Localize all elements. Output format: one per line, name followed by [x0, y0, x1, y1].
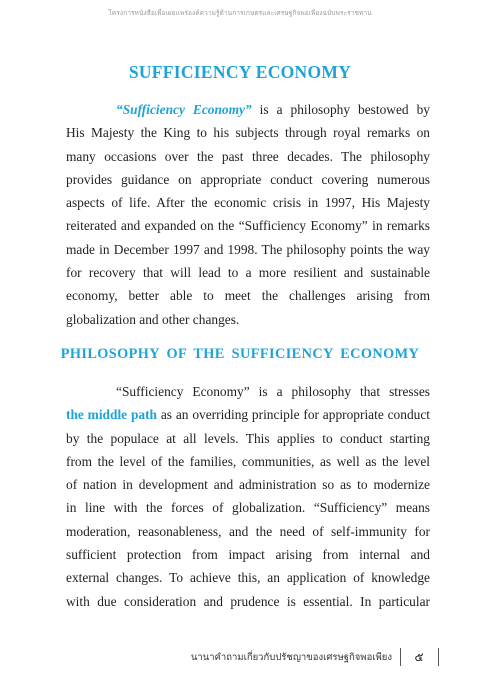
running-header: โครงการหนังสือเพื่อเผยแพร่องค์ความรู้ด้านการเกษตรและเศรษฐกิจพอเพียงฉบับพระราชทาน — [108, 9, 372, 17]
paragraph-line: provides guidance on appropriate conduct covering numerous — [66, 171, 430, 187]
footer-book-title: นานาคำถามเกี่ยวกับปรัชญาของเศรษฐกิจพอเพียง — [190, 652, 392, 663]
paragraph-line: sufficient protection from impact arising from internal and — [66, 547, 430, 563]
paragraph-line: made in December 1997 and 1998. The philosophy points the way — [66, 241, 430, 257]
paragraph-line: globalization and other changes. — [66, 311, 240, 327]
philosophy-paragraph — [66, 380, 430, 613]
paragraph-line: “Sufficiency Economy” is a philosophy bestowed by — [116, 102, 430, 117]
footer-divider — [400, 648, 401, 666]
paragraph-line: the middle path as an overriding principle for appropriate conduct — [66, 407, 431, 423]
paragraph-line: reiterated and expanded on the “Sufficiency Economy” in remarks — [66, 218, 430, 234]
paragraph-line: economy, better able to meet the challenges arising from — [66, 288, 430, 304]
paragraph-line: in line with the forces of globalization. “Sufficiency” means — [66, 500, 430, 516]
page-title: SUFFICIENCY ECONOMY — [128, 62, 352, 82]
paragraph-line: “Sufficiency Economy” is a philosophy that stresses — [116, 384, 430, 399]
paragraph-line: from the level of the families, communities, as well as the level — [66, 453, 430, 469]
section-heading: PHILOSOPHY OF THE SUFFICIENCY ECONOMY — [60, 346, 420, 362]
paragraph-line: of nation in development and administration so as to modernize — [66, 477, 430, 493]
paragraph-line: external changes. To achieve this, an application of knowledge — [66, 570, 430, 586]
intro-paragraph — [66, 98, 430, 331]
paragraph-line: with due consideration and prudence is essential. In particular — [66, 593, 430, 609]
page-number: ๕ — [414, 650, 424, 664]
paragraph-line: many occasions over the past three decades. The philosophy — [66, 148, 430, 164]
highlight-term: “Sufficiency Economy” — [116, 102, 252, 117]
paragraph-line: for recovery that will lead to a more resilient and sustainable — [66, 265, 430, 281]
paragraph-line: aspects of life. After the economic crisis in 1997, His Majesty — [66, 195, 430, 211]
footer-divider — [438, 648, 439, 666]
paragraph-line: moderation, reasonableness, and the need of self-immunity for — [66, 523, 430, 539]
paragraph-line: His Majesty the King to his subjects through royal remarks on — [66, 125, 430, 141]
highlight-term: the middle path — [66, 407, 158, 423]
paragraph-line: by the populace at all levels. This applies to conduct starting — [66, 430, 430, 446]
page-footer — [0, 648, 480, 668]
